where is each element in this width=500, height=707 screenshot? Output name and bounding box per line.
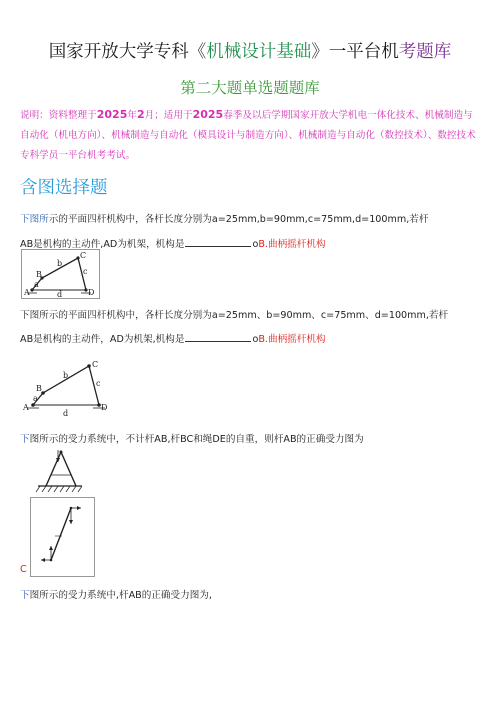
q1-label-d: d — [57, 290, 63, 299]
section-title: 含图选择题 — [20, 178, 108, 198]
q1-answer-blank — [185, 237, 251, 247]
q1-label-B: B — [36, 270, 42, 279]
q3-answer-line — [20, 564, 27, 575]
q2-answer-blank — [185, 332, 251, 342]
q2-answer: B.曲柄摇杆机构 — [258, 334, 326, 345]
q2-label-b: b — [63, 371, 69, 380]
notice-text-2: 年 — [127, 110, 137, 121]
q1-label-D: D — [88, 288, 95, 297]
q2-label-A: A — [23, 403, 29, 412]
q1-label-a: a — [34, 280, 39, 289]
q3-free-body-diagram-option-c — [30, 497, 95, 577]
q1-four-bar-linkage-figure — [21, 249, 100, 299]
q2-label-D: D — [101, 403, 108, 412]
q3-truss-system-figure — [30, 448, 90, 494]
q1-answer-prefix: o — [252, 239, 259, 250]
q2-answer-prefix: o — [252, 334, 259, 345]
q3-answer: C — [20, 564, 27, 575]
q1-answer: B.曲柄摇杆机构 — [258, 239, 326, 250]
notice-text-4: 春季及以后学期国家开放大学机电一体化技术、机械制造与自动化（机电方向）、机械制造与自动化（模具设计与制造方向）、机械制造与自动化（数控技术）、数控技术专科学员一平台机考考试。 — [20, 110, 476, 161]
q1-label-C: C — [80, 251, 87, 260]
q2-text-1: 下图所示的平面四杆机构中，各杆长度分别为a=25mm、b=90mm、c=75mm、d=100mm,若杆 — [20, 310, 449, 321]
notice-paragraph — [20, 105, 482, 166]
q2-text-2: AB是机构的主动件，AD为机架,机构是 — [20, 334, 185, 345]
q2-label-d: d — [63, 409, 69, 418]
title-part1: 国家开放大学专科《 — [48, 42, 207, 62]
title-part4: 考题库 — [398, 42, 452, 62]
q2-label-B: B — [36, 384, 42, 393]
q2-label-C: C — [92, 360, 99, 369]
title-part3: 》一平台机 — [311, 42, 399, 62]
title-course-name: 机械设计基础 — [206, 42, 312, 62]
q3-line1 — [20, 431, 364, 445]
notice-month: 2 — [136, 108, 145, 121]
q1-label-b: b — [57, 259, 63, 268]
q4-line1 — [20, 587, 212, 601]
q3-text-1: 图所示的受力系统中，不计杆AB,杆BC和绳DE的自重，则杆AB的正确受力图为 — [29, 434, 364, 445]
q2-four-bar-linkage-figure — [21, 358, 111, 418]
notice-text-3: 月；适用于 — [144, 110, 193, 121]
notice-year-1: 2025 — [96, 108, 128, 121]
q4-text-1: 图所示的受力系统中,杆AB的正确受力图为, — [29, 590, 212, 601]
q1-text-2: AB是机构的主动件,AD为机架，机构是 — [20, 239, 185, 250]
q1-text-1: 示的平面四杆机构中，各杆长度分别为a=25mm,b=90mm,c=75mm,d=100mm,若杆 — [48, 214, 429, 225]
notice-year-2: 2025 — [192, 108, 224, 121]
q1-prefix: 下图所 — [20, 214, 49, 225]
q2-line1 — [20, 307, 448, 321]
notice-text-1: 说明：资料整理于 — [20, 110, 97, 121]
q2-label-c: c — [96, 379, 101, 388]
q2-label-a: a — [33, 394, 38, 403]
document-title — [0, 38, 500, 63]
q1-label-c: c — [83, 267, 88, 276]
q1-line2 — [20, 236, 326, 250]
q1-line1 — [20, 211, 428, 225]
q2-line2 — [20, 331, 326, 345]
document-subtitle: 第二大题单选题题库 — [180, 79, 320, 97]
q3-prefix: 下 — [20, 434, 30, 445]
q1-label-A: A — [24, 288, 30, 297]
q4-prefix: 下 — [20, 590, 30, 601]
